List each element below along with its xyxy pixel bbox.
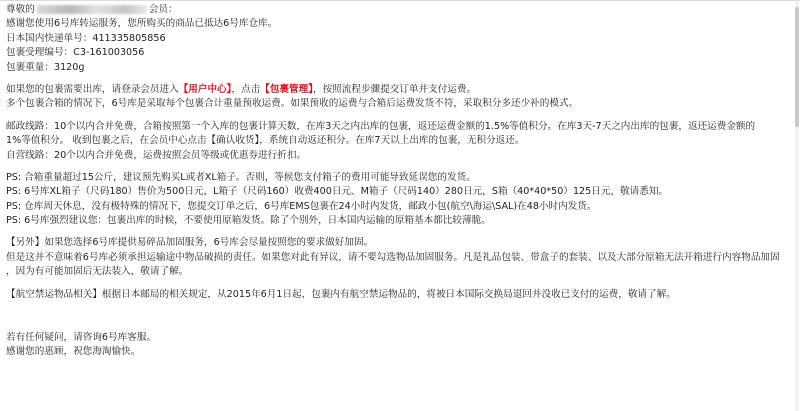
scrollbar-thumb[interactable] [795,7,799,127]
closing-line-2: 感谢您的惠顾，祝您海淘愉快。 [6,346,141,358]
extra-line-3: ，因为有可能加固后无法装入，敬请了解。 [6,266,189,278]
package-weight: 包裹重量：3120g [6,61,85,73]
ship-notice: 如果您的包裹需要出库，请登录会员进入【用户中心】，点击【包裹管理】，按照流程步骤提交订单并支付运费。 [6,83,477,95]
route-line-2: 1%等值积分。 收到包裹之后，在会员中心点击【确认收货】，系统自动返还积分。在库7天以上出库的包裹，无积分返还。 [6,135,525,147]
airmail-notice: 【航空禁运物品相关】根据日本邮局的相关规定，从2015年6月1日起，包裹内有航空禁运物品的，将被日本国际交换局退回并没收已支付的运费，敬请了解。 [6,288,676,300]
extra-line-1: 【另外】如果您选择6号库提供易碎品加固服务，6号库会尽量按照您的要求做好加固。 [6,237,374,249]
tracking-number: 日本国内快递单号：411335805856 [6,32,166,44]
greeting-line: 尊敬的 会员： [6,4,178,15]
ps-line-1: PS: 合箱重量超过15公斤，建议预先购买L或者XL箱子。否则，等候您支付箱子的费用可能导致延误您的发货。 [6,171,476,183]
package-id: 包裹受理编号：C3-161003056 [6,47,145,59]
route-line-1: 邮政线路：10个以内合并免费，合箱按照第一个入库的包裹计算天数，在库3天之内出库的包裹，返还运费金额的1.5%等值积分。在库3天-7天之内出库的包裹，返还运费金额的 [6,120,756,132]
closing-line-1: 若有任何疑问，请咨询6号库客服。 [6,331,157,343]
ps-line-4: PS: 6号库强烈建议您：包裹出库的时候，不要使用原箱发货。除了个别外，日本国内运输的原箱基本都比较薄脆。 [6,215,491,227]
ps-line-3: PS: 仓库周天休息，没有极特殊的情况下，您提交订单之后，6号库EMS包裹在24小时内发货，邮政小包(航空\海运\SAL)在48小时内发货。 [6,200,597,212]
redacted-name [37,5,147,14]
route-line-3: 自营线路：20个以内合并免费，运费按照会员等级或优惠券进行折扣。 [6,149,307,161]
multi-box-note: 多个包裹合箱的情况下，6号库是采取每个包裹合计重量预收运费。如果预收的运费与合箱后运费发货不符，采取积分多还少补的模式。 [6,98,579,110]
extra-line-2: 但是这并不意味着6号库必须承担运输途中物品破损的责任。如果您对此有异议，请不要勾选物品加固服务。凡是礼品包装、带盒子的套装、以及大部分原箱无法开箱进行内容物品加固 [6,251,780,263]
email-body [0,1,800,411]
user-center-link[interactable]: 【用户中心】 [178,83,232,95]
package-manage-link[interactable]: 【包裹管理】 [260,83,313,95]
ps-line-2: PS: 6号库XL箱子（尺码180）售价为500日元，L箱子（尺码160）收费400日元、M箱子（尺码140）280日元，S箱（40*40*50）125日元，敬请悉知。 [6,186,669,198]
intro-line: 感谢您使用6号库转运服务，您所购买的商品已抵达6号库仓库。 [6,18,278,30]
